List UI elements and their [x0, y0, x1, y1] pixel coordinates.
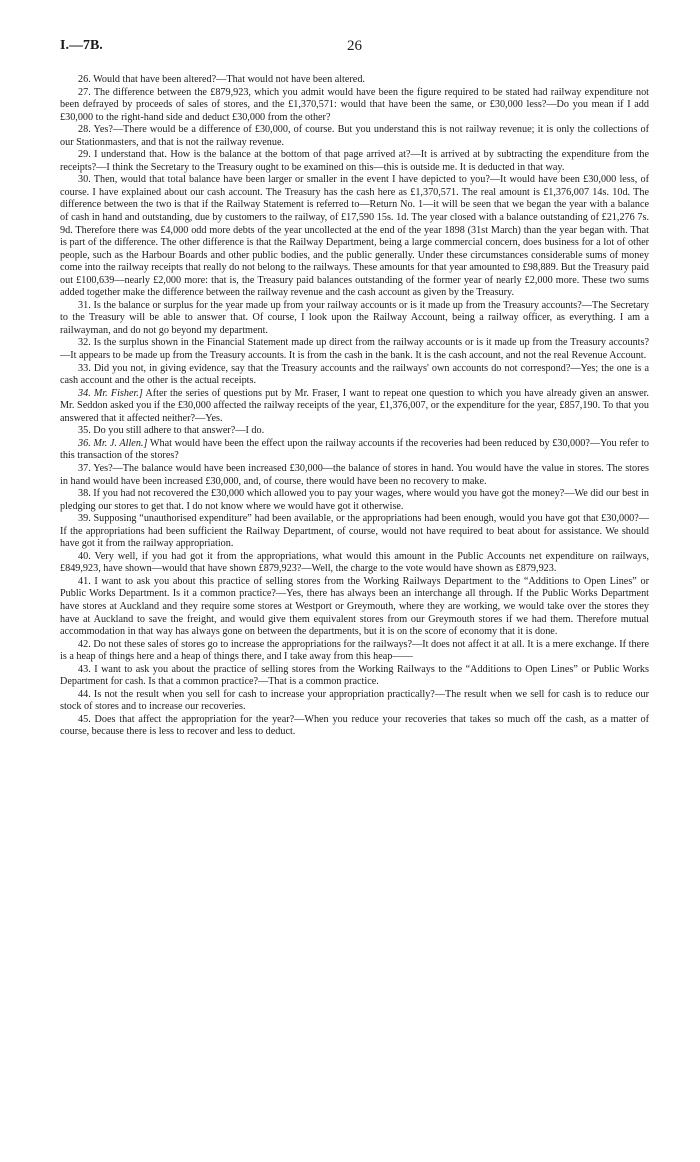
- paragraph-41: [60, 576, 649, 639]
- paragraph-text: 39. Supposing “unauthorised expenditure” had been available, or the appropriations had been enough, would you have got that £30,000?—If the appropriations had been sufficient the Railway Department, of course, would not have required to beat about for assistance. We should have got it from the railway appropriation.: [60, 513, 649, 550]
- paragraph-34: [60, 388, 649, 426]
- paragraph-text: 26. Would that have been altered?—That would not have been altered.: [78, 74, 365, 85]
- paragraph-text: 35. Do you still adhere to that answer?—I do.: [78, 425, 265, 437]
- paragraph-36: [60, 438, 649, 463]
- paragraph-26: [60, 74, 649, 87]
- paragraph-32: [60, 337, 649, 362]
- paragraph-text: 33. Did you not, in giving evidence, say that the Treasury accounts and the railways' own accounts do not correspond?—Yes; the one is a cash account and the other is the actual receipts.: [60, 362, 649, 387]
- paragraph-44: [60, 689, 649, 714]
- paragraph-text: 43. I want to ask you about the practice of selling stores from the Working Railways to the “Additions to Open Lines” or Public Works Department for cash. Is that a common practice?—That is a common practice.: [60, 663, 649, 688]
- paragraph-text: What would have been the effect upon the railway accounts if the recoveries had been reduced by £30,000?—You refer to this transaction of the stores?: [60, 437, 649, 462]
- paragraph-28: [60, 124, 649, 149]
- paragraph-text: 42. Do not these sales of stores go to increase the appropriations for the railways?—It does not affect it at all. It is a mere exchange. If there is a heap of things here and a heap of things there, and I take away from this heap——: [60, 638, 649, 663]
- paragraph-text: 44. Is not the result when you sell for cash to increase your appropriation practically?—The result when we sell for cash is to reduce our stock of stores and to increase our recoveries.: [60, 688, 649, 713]
- paragraph-text: 41. I want to ask you about this practice of selling stores from the Working Railways Department to the “Additions to Open Lines” or Public Works Department. Is it a common practice?—Yes, there has always been an interchange all through. If the Public Works Department have stores at Auckland and they require some stores at Westport or Greymouth, where they are working, we would take over the stores they have at Auckland to save the freight, and would give them equivalent stores from our Greymouth stores if we had them. Therefore mutual accommodation in that way has always gone on between the departments, but it is on the score of economy that it is done.: [60, 575, 649, 638]
- paragraph-31: [60, 300, 649, 338]
- paragraph-text: 27. The difference between the £879,923, which you admit would have been the figure required to be stated had railway expenditure not been defrayed by proceeds of sales of stores, and the £1,370,571: would that have been the same, or £30,000 less?—Do you mean if I add £30,000 to the right-hand side and deduct £30,000 from the other?: [60, 86, 649, 123]
- paragraph-text: 40. Very well, if you had got it from the appropriations, what would this amount in the Public Accounts net expenditure on railways, £849,923, have shown—would that have shown £879,923?—Well, the charge to the vote would have shown as £879,923.: [60, 550, 649, 575]
- speaker-label: 34. Mr. Fisher.]: [78, 387, 143, 399]
- paragraph-35: [60, 425, 649, 438]
- paragraph-29: [60, 149, 649, 174]
- paragraph-45: [60, 714, 649, 739]
- paragraph-text: After the series of questions put by Mr. Fraser, I want to repeat one question to which you have already given an answer. Mr. Seddon asked you if the £30,000 affected the railway receipts of the year, £1,376,007, or the expenditure for the year, £857,190. To that you answered that it affected neither?—Yes.: [60, 387, 649, 424]
- paragraph-43: [60, 664, 649, 689]
- paragraph-27: [60, 87, 649, 125]
- paragraph-text: 45. Does that affect the appropriation for the year?—When you reduce your recoveries that takes so much off the cash, as a matter of course, because there is less to recover and less to deduct.: [60, 713, 649, 738]
- paragraph-text: 37. Yes?—The balance would have been increased £30,000—the balance of stores in hand. You would have the value in stores. The stores in hand would have been increased £30,000, and, of course, there would have been no recovery to make.: [60, 462, 649, 487]
- paragraph-42: [60, 639, 649, 664]
- paragraph-40: [60, 551, 649, 576]
- paragraph-text: 38. If you had not recovered the £30,000 which allowed you to pay your wages, where would you have got the money?—We did our best in pledging our stores to get that. I do not know where we would have got it otherwise.: [60, 488, 649, 512]
- paragraph-text: 29. I understand that. How is the balance at the bottom of that page arrived at?—It is arrived at by subtracting the expenditure from the receipts?—I think the Secretary to the Treasury ought to be examined on this—this is outside me. It is deducted in that way.: [60, 149, 649, 173]
- paragraph-38: [60, 488, 649, 513]
- speaker-label: 36. Mr. J. Allen.]: [78, 437, 148, 449]
- paragraph-text: 28. Yes?—There would be a difference of £30,000, of course. But you understand this is not railway revenue; it is only the collections of our Stationmasters, and that is not the railway revenue.: [60, 124, 649, 148]
- paragraph-text: 31. Is the balance or surplus for the year made up from your railway accounts or is it made up from the Treasury accounts?—The Secretary to the Treasury will be able to answer that. Of course, I look upon the Railway Account, being a railway officer, as everything. I am a railwayman, and do not go beyond my department.: [60, 299, 649, 336]
- paragraph-39: [60, 513, 649, 551]
- document-reference: I.—7B.: [60, 38, 103, 53]
- page-header: [60, 38, 649, 62]
- paragraph-30: [60, 174, 649, 299]
- paragraph-text: 30. Then, would that total balance have been larger or smaller in the event I have depicted to you?—It would have been £30,000 less, of course. I have explained about our cash account. The Treasury has the cash here as £1,370,571. The real amount is £1,376,007 14s. 10d. The difference between the two is that if the Railway Statement is referred to—Return No. 1—it will be seen that we began the year with a balance of cash in hand and outstanding, due by customers to the railway, of £17,590 15s. 1d. The year closed with a balance outstanding of £21,276 7s. 9d. Therefore there was £4,000 odd more debts of the year uncollected at the end of the year 1898 (31st March) than the year began with. That is part of the difference. The other difference is that the Railway Department, being a large commercial concern, does business for a lot of other people, such as the Harbour Boards and other public bodies, and the public generally. Under these circumstances considerable sums of money come into the railway receipts that really do not belong to the railways. These amounts for that year amounted to £98,889. But the Treasury paid out £100,639—nearly £2,000 more: that is, the Treasury paid balances outstanding of the former year of nearly £2,000 more. These two sums added together make the difference between the railway revenue and the cash account as given by the Treasury.: [60, 174, 649, 299]
- paragraph-33: [60, 363, 649, 388]
- page-number: 26: [347, 38, 362, 54]
- paragraph-text: 32. Is the surplus shown in the Financial Statement made up direct from the railway accounts or is it made up from the Treasury accounts?—It appears to be made up from the Treasury accounts. It is from the cash in the bank. It is the cash account, and not the real Revenue Account.: [60, 337, 649, 362]
- evidence-body: [60, 74, 649, 739]
- paragraph-37: [60, 463, 649, 488]
